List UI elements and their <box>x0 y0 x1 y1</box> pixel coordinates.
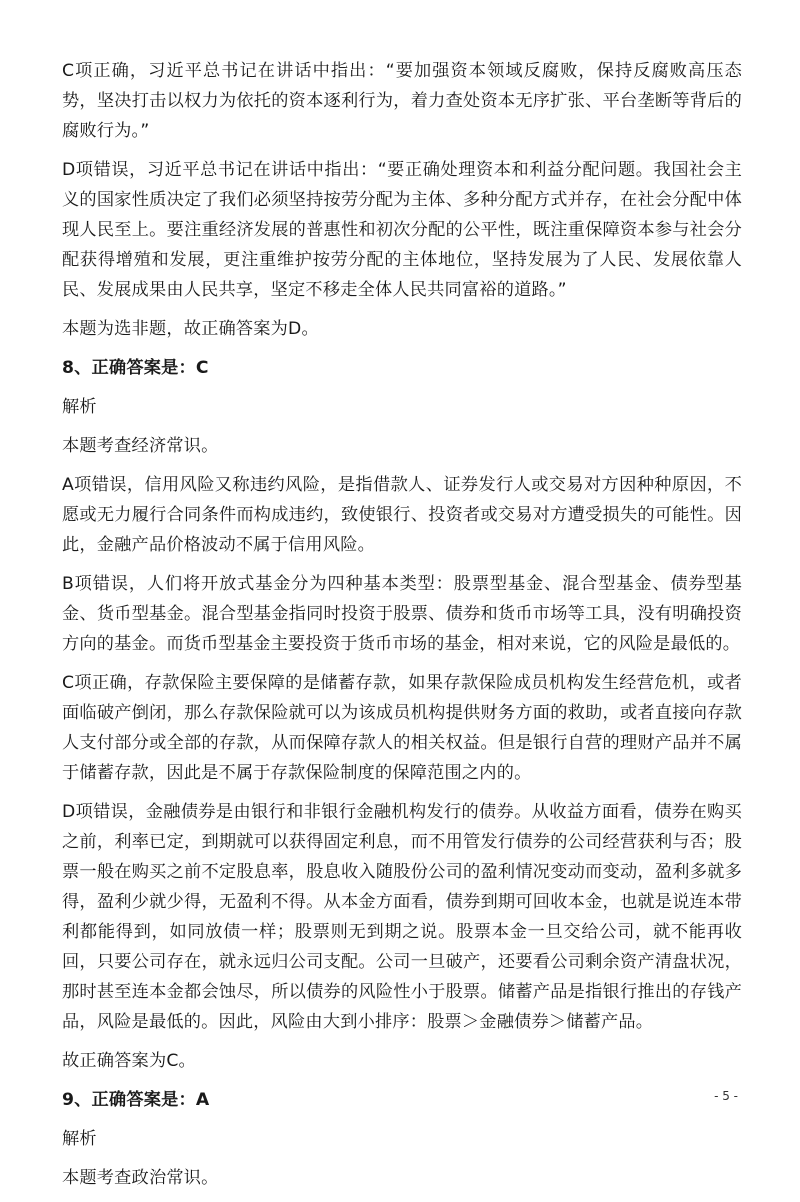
paragraph-option-d-q8: D项错误，金融债券是由银行和非银行金融机构发行的债券。从收益方面看，债券在购买之前，利率已定，到期就可以获得固定利息，而不用管发行债券的公司经营获利与否；股票一般在购买之前不定股息率，股息收入随股份公司的盈利情况变动而变动，盈利多就多得，盈利少就少得，无盈利不得。从本金方面看，债券到期可回收本金，也就是说连本带利都能得到，如同放债一样；股票则无到期之说。股票本金一旦交给公司，就不能再收回，只要公司存在，就永远归公司支配。公司一旦破产，还要看公司剩余资产清盘状况，那时甚至连本金都会蚀尽，所以债券的风险性小于股票。储蓄产品是指银行推出的存钱产品，风险是最低的。因此，风险由大到小排序：股票＞金融债券＞储蓄产品。 <box>62 802 742 1032</box>
paragraph-option-c-q8: C项正确，存款保险主要保障的是储蓄存款，如果存款保险成员机构发生经营危机，或者面临破产倒闭，那么存款保险就可以为该成员机构提供财务方面的救助，或者直接向存款人支付部分或全部的存款，从而保障存款人的相关权益。但是银行自营的理财产品并不属于储蓄存款，因此是不属于存款保险制度的保障范围之内的。 <box>62 673 742 783</box>
heading-q8-answer: 8、正确答案是：C <box>62 358 209 378</box>
paragraph-option-a-q8: A项错误，信用风险又称违约风险，是指借款人、证券发行人或交易对方因种种原因，不愿或无力履行合同条件而构成违约，致使银行、投资者或交易对方遭受损失的可能性。因此，金融产品价格波动不属于信用风险。 <box>62 475 742 555</box>
paragraph-option-b-q8: B项错误，人们将开放式基金分为四种基本类型：股票型基金、混合型基金、债券型基金、货币型基金。混合型基金指同时投资于股票、债券和货币市场等工具，没有明确投资方向的基金。而货币型基金主要投资于货币市场的基金，相对来说，它的风险是最低的。 <box>62 574 742 654</box>
label-analysis-q9: 解析 <box>62 1129 97 1149</box>
label-analysis-q8: 解析 <box>62 397 97 417</box>
paragraph-topic-q8: 本题考查经济常识。 <box>62 436 219 456</box>
paragraph-option-c-correct: C项正确，习近平总书记在讲话中指出：“要加强资本领域反腐败，保持反腐败高压态势，坚决打击以权力为依托的资本逐利行为，着力查处资本无序扩张、平台垄断等背后的腐败行为。” <box>62 61 742 141</box>
paragraph-option-d-wrong: D项错误，习近平总书记在讲话中指出：“要正确处理资本和利益分配问题。我国社会主义的国家性质决定了我们必须坚持按劳分配为主体、多种分配方式并存，在社会分配中体现人民至上。要注重经济发展的普惠性和初次分配的公平性，既注重保障资本参与社会分配获得增殖和发展，更注重维护按劳分配的主体地位，坚持发展为了人民、发展依靠人民、发展成果由人民共享，坚定不移走全体人民共同富裕的道路。” <box>62 160 742 300</box>
page-number: - 5 - <box>714 1089 738 1103</box>
heading-q9-answer: 9、正确答案是：A <box>62 1090 210 1110</box>
paragraph-answer-q8: 故正确答案为C。 <box>62 1051 196 1071</box>
paragraph-answer-q7: 本题为选非题，故正确答案为D。 <box>62 319 319 339</box>
paragraph-topic-q9: 本题考查政治常识。 <box>62 1168 219 1188</box>
document-body <box>62 56 742 1202</box>
